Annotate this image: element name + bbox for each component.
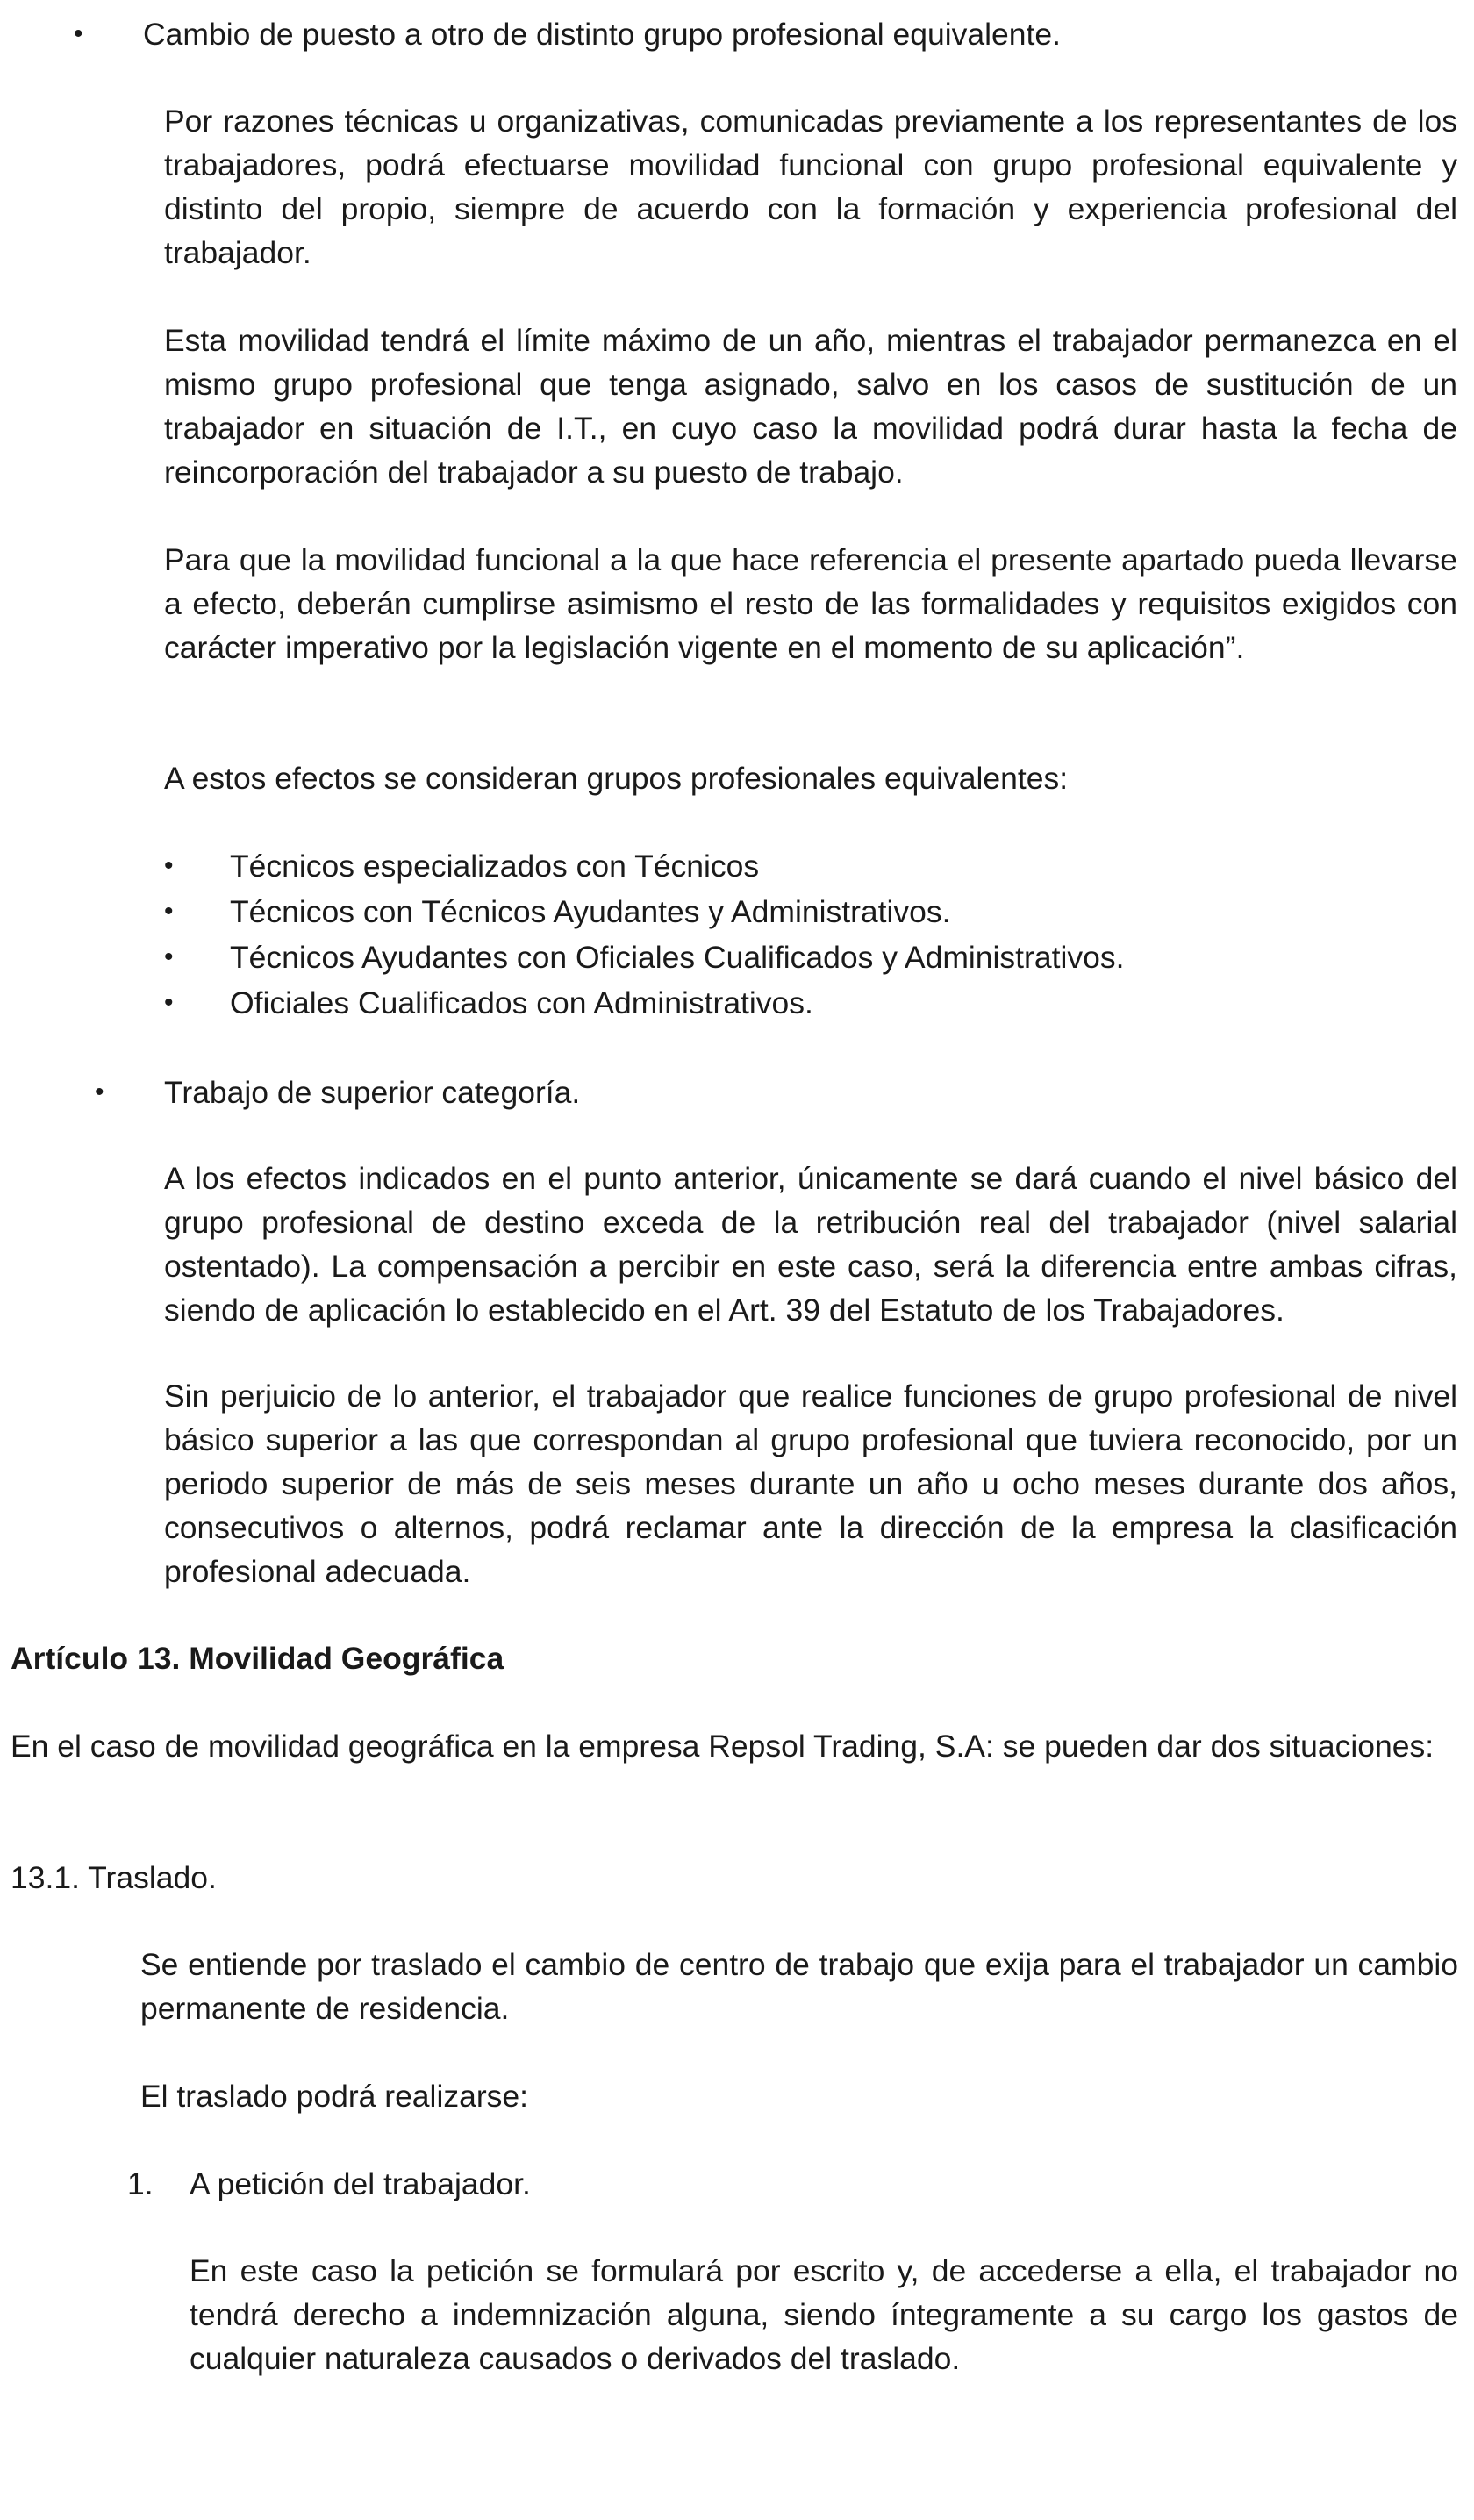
article-heading: Artículo 13. Movilidad Geográfica (11, 1641, 504, 1676)
paragraph: Sin perjuicio de lo anterior, el trabajador que realice funciones de grupo profesional de nivel básico superior a las que correspondan al grupo profesional que tuviera reconocido, por un periodo superior de más de seis meses durante un año u ocho meses durante dos años, consecutivos o alternos, podrá reclamar ante la dirección de la empresa la clasificación profesional adecuada. (164, 1378, 1457, 1589)
paragraph: Esta movilidad tendrá el límite máximo de un año, mientras el trabajador permanezca en el mismo grupo profesional que tenga asignado, salvo en los casos de sustitución de un trabajador en situación de I.T., en cuyo caso la movilidad podrá durar hasta la fecha de reincorporación del trabajador a su puesto de trabajo. (164, 323, 1457, 490)
bullet-marker: • (164, 988, 174, 1017)
paragraph: A los efectos indicados en el punto anterior, únicamente se dará cuando el nivel básico del grupo profesional de destino exceda de la retribución real del trabajador (nivel salarial ostentado). La compensación a percibir en este caso, será la diferencia entre ambas cifras, siendo de aplicación lo establecido en el Art. 39 del Estatuto de los Trabajadores. (164, 1161, 1457, 1328)
bullet-marker: • (164, 942, 174, 971)
bullet-marker: • (74, 19, 83, 48)
paragraph: En este caso la petición se formulará por escrito y, de accederse a ella, el trabajador no tendrá derecho a indemnización alguna, siendo íntegramente a su cargo los gastos de cualquier naturaleza causados o derivados del traslado. (190, 2253, 1458, 2376)
subsection-heading: 13.1. Traslado. (11, 1860, 217, 1895)
paragraph: En el caso de movilidad geográfica en la empresa Repsol Trading, S.A: se pueden dar dos situaciones: (11, 1729, 1435, 1764)
paragraph: Por razones técnicas u organizativas, comunicadas previamente a los representantes de los trabajadores, podrá efectuarse movilidad funcional con grupo profesional equivalente y distinto del propio, siempre de acuerdo con la formación y experiencia profesional del trabajador. (164, 104, 1457, 270)
paragraph: El traslado podrá realizarse: (140, 2079, 528, 2114)
bullet-title-superior-categoria: Trabajo de superior categoría. (164, 1075, 581, 1110)
bullet-title-cambio-puesto: Cambio de puesto a otro de distinto grupo profesional equivalente. (143, 17, 1061, 52)
numbered-item-title: A petición del trabajador. (190, 2166, 531, 2201)
list-item: Técnicos Ayudantes con Oficiales Cualificados y Administrativos. (230, 940, 1125, 975)
bullet-marker: • (95, 1077, 104, 1106)
list-item: Técnicos especializados con Técnicos (230, 848, 760, 884)
paragraph: A estos efectos se consideran grupos profesionales equivalentes: (164, 761, 1069, 796)
list-item: Técnicos con Técnicos Ayudantes y Administrativos. (230, 894, 951, 929)
bullet-marker: • (164, 897, 174, 926)
paragraph: Se entiende por traslado el cambio de centro de trabajo que exija para el trabajador un cambio permanente de residencia. (140, 1947, 1458, 2026)
numbered-marker: 1. (127, 2166, 154, 2201)
paragraph: Para que la movilidad funcional a la que hace referencia el presente apartado pueda llevarse a efecto, deberán cumplirse asimismo el resto de las formalidades y requisitos exigidos con carácter imperativo por la legislación vigente en el momento de su aplicación”. (164, 542, 1457, 665)
bullet-marker: • (164, 851, 174, 880)
list-item: Oficiales Cualificados con Administrativos. (230, 985, 813, 1020)
